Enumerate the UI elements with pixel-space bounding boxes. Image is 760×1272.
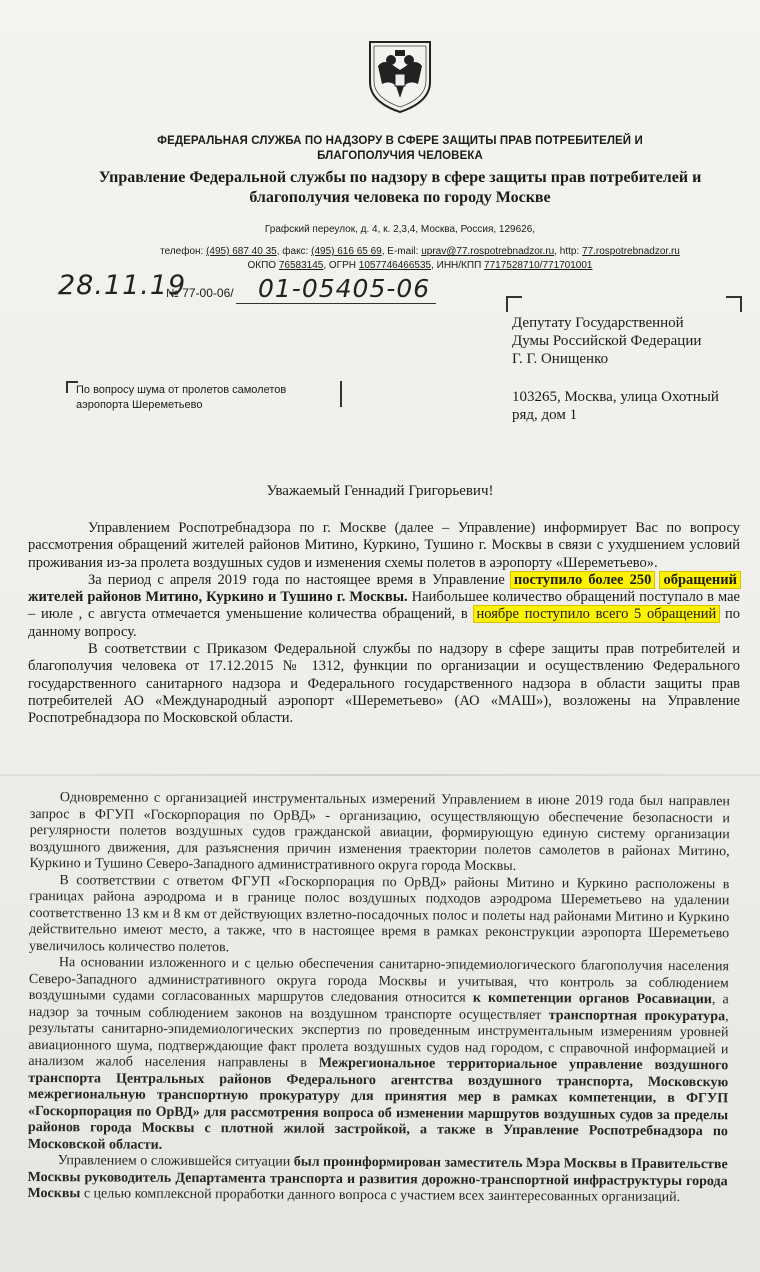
- paragraph-text: Управлением о сложившейся ситуации: [57, 1153, 294, 1170]
- website-link[interactable]: 77.rospotrebnadzor.ru: [582, 246, 680, 257]
- recipient-corner-mark: [726, 296, 742, 312]
- highlighted-text: обращений: [660, 572, 740, 588]
- highlighted-text: поступило более 250: [511, 572, 654, 588]
- highlighted-text: ноябре поступило всего 5 обращений: [474, 606, 720, 622]
- subject-line: По вопросу шума от пролетов самолетов: [76, 384, 287, 396]
- paragraph: [27, 1153, 727, 1207]
- letterhead-registry-codes: [120, 260, 720, 271]
- bold-text: транспортная прокуратура: [548, 1007, 726, 1024]
- paragraph-text: За период с апреля 2019 года по настоящее время в Управление: [88, 571, 511, 588]
- paragraph-text: по данному вопросу.: [28, 606, 741, 640]
- okpo-label: ОКПО: [247, 260, 277, 271]
- registration-number-prefix: № 77-00-06/: [166, 286, 234, 300]
- registration-underline: [236, 303, 436, 304]
- agency-name: ФЕДЕРАЛЬНАЯ СЛУЖБА ПО НАДЗОРУ В СФЕРЕ ЗАЩИТЫ ПРАВ ПОТРЕБИТЕЛЕЙ И БЛАГОПОЛУЧИЯ ЧЕЛОВЕКА: [157, 135, 643, 162]
- recipient-block: [512, 314, 742, 368]
- paragraph-text: Наибольшее количество обращений поступало в мае – июле , с августа отмечается уменьшение количества обращений, в: [28, 589, 740, 623]
- department-name: Управление Федеральной службы по надзору в сфере защиты прав потребителей и благополучия человека по городу Москве: [98, 169, 702, 206]
- paragraph: Управлением Роспотребнадзора по г. Москве (далее – Управление) информирует Вас по вопросу рассмотрения обращений жителей районов Митино, Куркино, Тушино г. Москвы в связи с ухудшением условий проживания из-за пролета воздушных судов и изменения схемы полетов в аэропорту «Шереметьево».: [28, 520, 740, 571]
- handwritten-date: 28.11.19: [58, 270, 187, 301]
- bold-text: был проинформирован заместитель Мэра Москвы в Правительстве Москвы руководитель Департамента транспорта и развития дорожно-транспортной инфраструктуры города Москвы: [27, 1154, 728, 1202]
- greeting: Уважаемый Геннадий Григорьевич!: [266, 483, 494, 499]
- recipient-line: Думы Российской Федерации: [512, 333, 702, 349]
- okpo-code: 76583145: [278, 260, 324, 271]
- fax-number: (495) 616 65 69: [311, 246, 382, 257]
- phone-number: (495) 687 40 35: [206, 246, 277, 257]
- http-label: , http:: [554, 246, 580, 257]
- paragraph: [28, 955, 729, 1157]
- letterhead-address: Графский переулок, д. 4, к. 2,3,4, Москва, Россия, 129626,: [264, 224, 536, 235]
- bold-text: жителей районов Митино, Куркино и Тушино г. Москвы.: [28, 589, 408, 606]
- recipient-address-line: 103265, Москва, улица Охотный: [512, 389, 719, 405]
- inn-label: , ИНН/КПП: [431, 260, 482, 271]
- bold-text: к компетенции органов Росавиации: [472, 990, 712, 1008]
- paragraph-text: , результаты санитарно-эпидемиологических экспертиз по проведенным инструментальным измерениям уровней авиационного шума, подтверждающие факт пролета воздушных судов над городом, с справочной информацией и анализом жалоб населения направлены в: [28, 1008, 729, 1071]
- paragraph-text: На основании изложенного и с целью обеспечения санитарно-эпидемиологического благополучия населения Северо-Западного административного округа города Москвы и учитывая, что контроль за соблюдением воздушными судами согласованных маршрутов следования относится: [28, 955, 729, 1006]
- ogrn-code: 1057746466535: [358, 260, 432, 271]
- paragraph-text: , а надзор за точным соблюдением законов на воздушном транспорте осуществляет: [28, 992, 729, 1023]
- russian-coat-of-arms-icon: [364, 36, 436, 116]
- email-link[interactable]: uprav@77.rospotrebnadzor.ru: [421, 246, 555, 257]
- recipient-name: Г. Г. Онищенко: [512, 351, 609, 367]
- handwritten-registration-number: 01-05405-06: [258, 274, 431, 303]
- letterhead-contacts: [120, 246, 720, 257]
- subject-line: аэропорта Шереметьево: [76, 399, 203, 411]
- fax-label: , факс:: [276, 246, 309, 257]
- recipient-address-line: ряд, дом 1: [512, 407, 578, 423]
- paragraph: [28, 572, 740, 641]
- phone-label: телефон:: [160, 246, 204, 257]
- letter-body-upper: [28, 520, 740, 728]
- recipient-corner-mark: [506, 296, 522, 312]
- subject-block: [76, 383, 346, 413]
- email-label: , E-mail:: [381, 246, 419, 257]
- paragraph: В соответствии с ответом ФГУП «Госкорпорация по ОрВД» районы Митино и Куркино расположены в границах района аэродрома и в границе полос воздушных подходов аэродрома Шереметьево на удалении соответственно 13 км и 8 км от действующих взлетно-посадочных полос и полеты над районами Митино и Куркино действительно имеют место, а также, что в настоящее время в рамках реконструкции аэропорта Шереметьево увеличилось количество полетов.: [29, 872, 730, 955]
- inn-code: 7717528710/771701001: [484, 260, 593, 271]
- paragraph: Одновременно с организацией инструментальных измерений Управлением в июне 2019 года был направлен запрос в ФГУП «Госкорпорация по ОрВД» - организацию, осуществляющую обеспечение безопасности и регулярности полетов воздушных судов гражданской авиации, формирующую единую систему организации воздушного движения, для разъяснения причин изменения траектории полетов самолетов в районах Митино, Куркино и Тушино Северо-Западного административного округа города Москвы.: [29, 790, 730, 874]
- letter-body-lower: [27, 790, 730, 1207]
- ogrn-label: , ОГРН: [323, 260, 356, 271]
- recipient-address: [512, 388, 742, 424]
- recipient-line: Депутату Государственной: [512, 315, 684, 331]
- paragraph-text: с целью комплексной проработки данного вопроса с участием всех заинтересованных организаций.: [80, 1186, 681, 1205]
- paragraph: В соответствии с Приказом Федеральной службы по надзору в сфере защиты прав потребителей и благополучия человека от 17.12.2015 № 1312, функции по организации и осуществлению Федерального государственного санитарного надзора и Федерального государственного надзора в области защиты прав потребителей АО «Международный аэропорт «Шереметьево» (АО «МАШ»), возложены на Управление Роспотребнадзора по Московской области.: [28, 641, 740, 727]
- bold-text: Межрегиональное территориальное управление воздушного транспорта Центральных районов Федерального агентства воздушного транспорта, Московскую межрегиональную транспортную прокуратуру для принятия мер в рамках компетенции, в ФГУП «Госкорпорация по ОрВД» для рассмотрения вопроса об изменении маршрутов воздушных судов за пределы районов города Москвы с плотной жилой застройкой, а также в Управление Роспотребнадзора по Московской области.: [27, 1055, 729, 1153]
- paper-fold: [0, 774, 760, 776]
